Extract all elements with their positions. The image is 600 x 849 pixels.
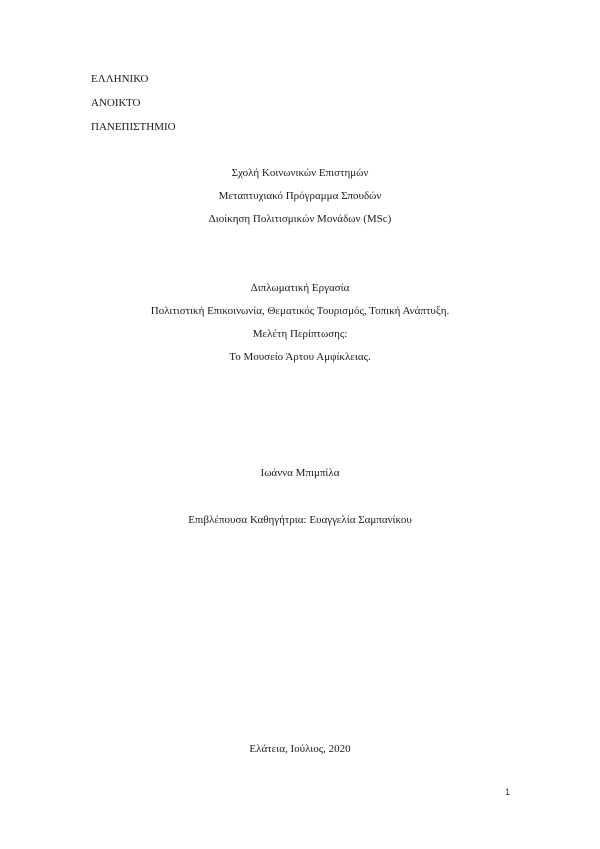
degree-name: Διοίκηση Πολιτισμικών Μονάδων (MSc) [208, 213, 392, 225]
university-line-3: ΠΑΝΕΠΙΣΤΗΜΙΟ [91, 121, 176, 133]
place-date: Ελάτεια, Ιούλιος, 2020 [249, 743, 351, 755]
program-name: Μεταπτυχιακό Πρόγραμμα Σπουδών [218, 190, 382, 202]
faculty-name: Σχολή Κοινωνικών Επιστημών [231, 167, 369, 179]
supervisor: Επιβλέπουσα Καθηγήτρια: Ευαγγελία Σαμπανίκου [188, 514, 412, 526]
page-number: 1 [504, 787, 510, 797]
case-study-title: Το Μουσείο Άρτου Αμφίκλειας. [229, 351, 371, 363]
university-line-1: ΕΛΛΗΝΙΚΟ [91, 73, 149, 85]
thesis-type: Διπλωματική Εργασία [250, 282, 350, 294]
university-line-2: ΑΝΟΙΚΤΟ [91, 97, 141, 109]
thesis-title: Πολιτιστική Επικοινωνία, Θεματικός Τουρισμός, Τοπική Ανάπτυξη. [150, 305, 450, 317]
author-name: Ιωάννα Μπιμπίλα [260, 467, 340, 479]
case-study-label: Μελέτη Περίπτωσης: [252, 328, 348, 340]
